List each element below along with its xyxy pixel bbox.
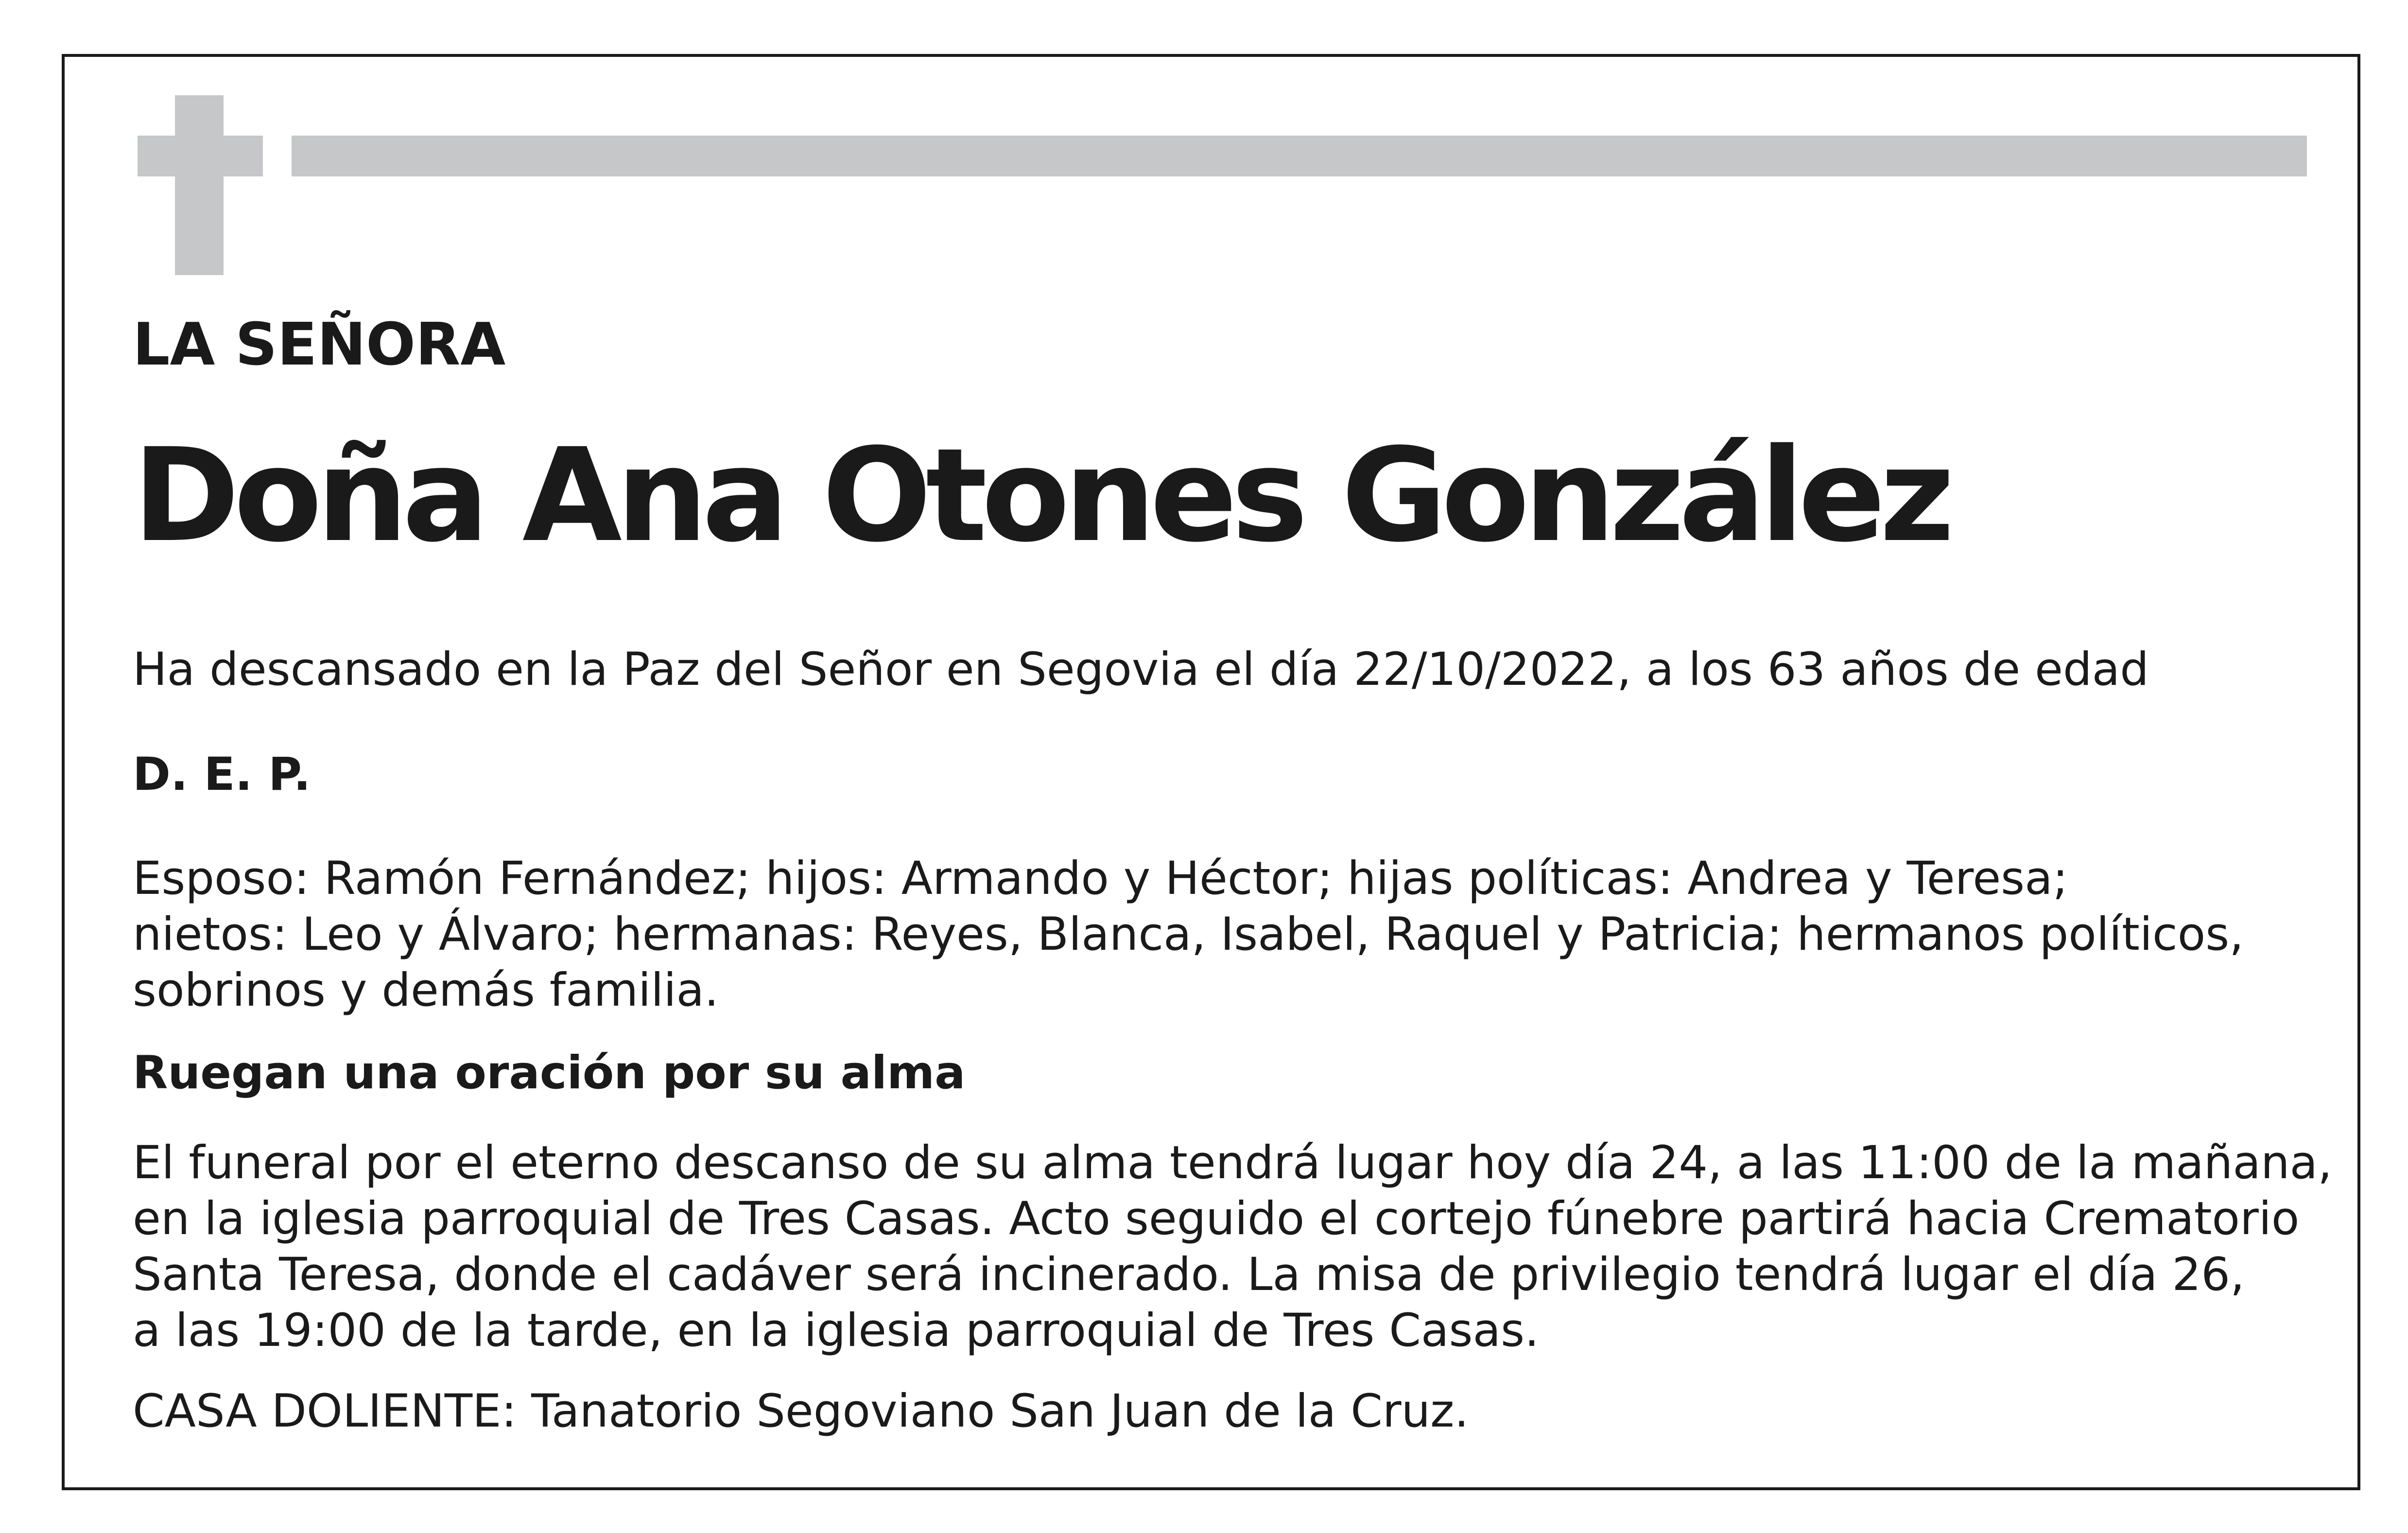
funeral-line: a las 19:00 de la tarde, en la iglesia parroquial de Tres Casas. [133,1304,1539,1357]
rest-in-peace: D. E. P. [133,748,311,801]
intro-title: LA SEÑORA [133,311,506,379]
family-list [133,851,2244,1018]
family-line: Esposo: Ramón Fernández; hijos: Armando y Héctor; hijas políticas: Andrea y Teresa; [133,852,2068,905]
prayer-request: Ruegan una oración por su alma [133,1046,966,1099]
header-rule [292,136,2307,176]
cross-horizontal-bar [138,136,263,176]
funeral-details [133,1135,2332,1359]
cross-vertical-bar [175,95,224,275]
funeral-line: Santa Teresa, donde el cadáver será incinerado. La misa de privilegio tendrá lugar el día 26, [133,1248,2245,1301]
deceased-name: Doña Ana Otones González [133,421,1949,571]
funeral-line: en la iglesia parroquial de Tres Casas. Acto seguido el cortejo fúnebre partirá hacia Crematorio [133,1192,2300,1245]
funeral-line: El funeral por el eterno descanso de su alma tendrá lugar hoy día 24, a las 11:00 de la mañana, [133,1136,2332,1189]
family-line: nietos: Leo y Álvaro; hermanas: Reyes, Blanca, Isabel, Raquel y Patricia; hermanos políticos, [133,908,2244,961]
death-notice: Ha descansado en la Paz del Señor en Segovia el día 22/10/2022, a los 63 años de edad [133,643,2149,696]
mourning-house: CASA DOLIENTE: Tanatorio Segoviano San Juan de la Cruz. [133,1385,1469,1438]
family-line: sobrinos y demás familia. [133,964,719,1017]
